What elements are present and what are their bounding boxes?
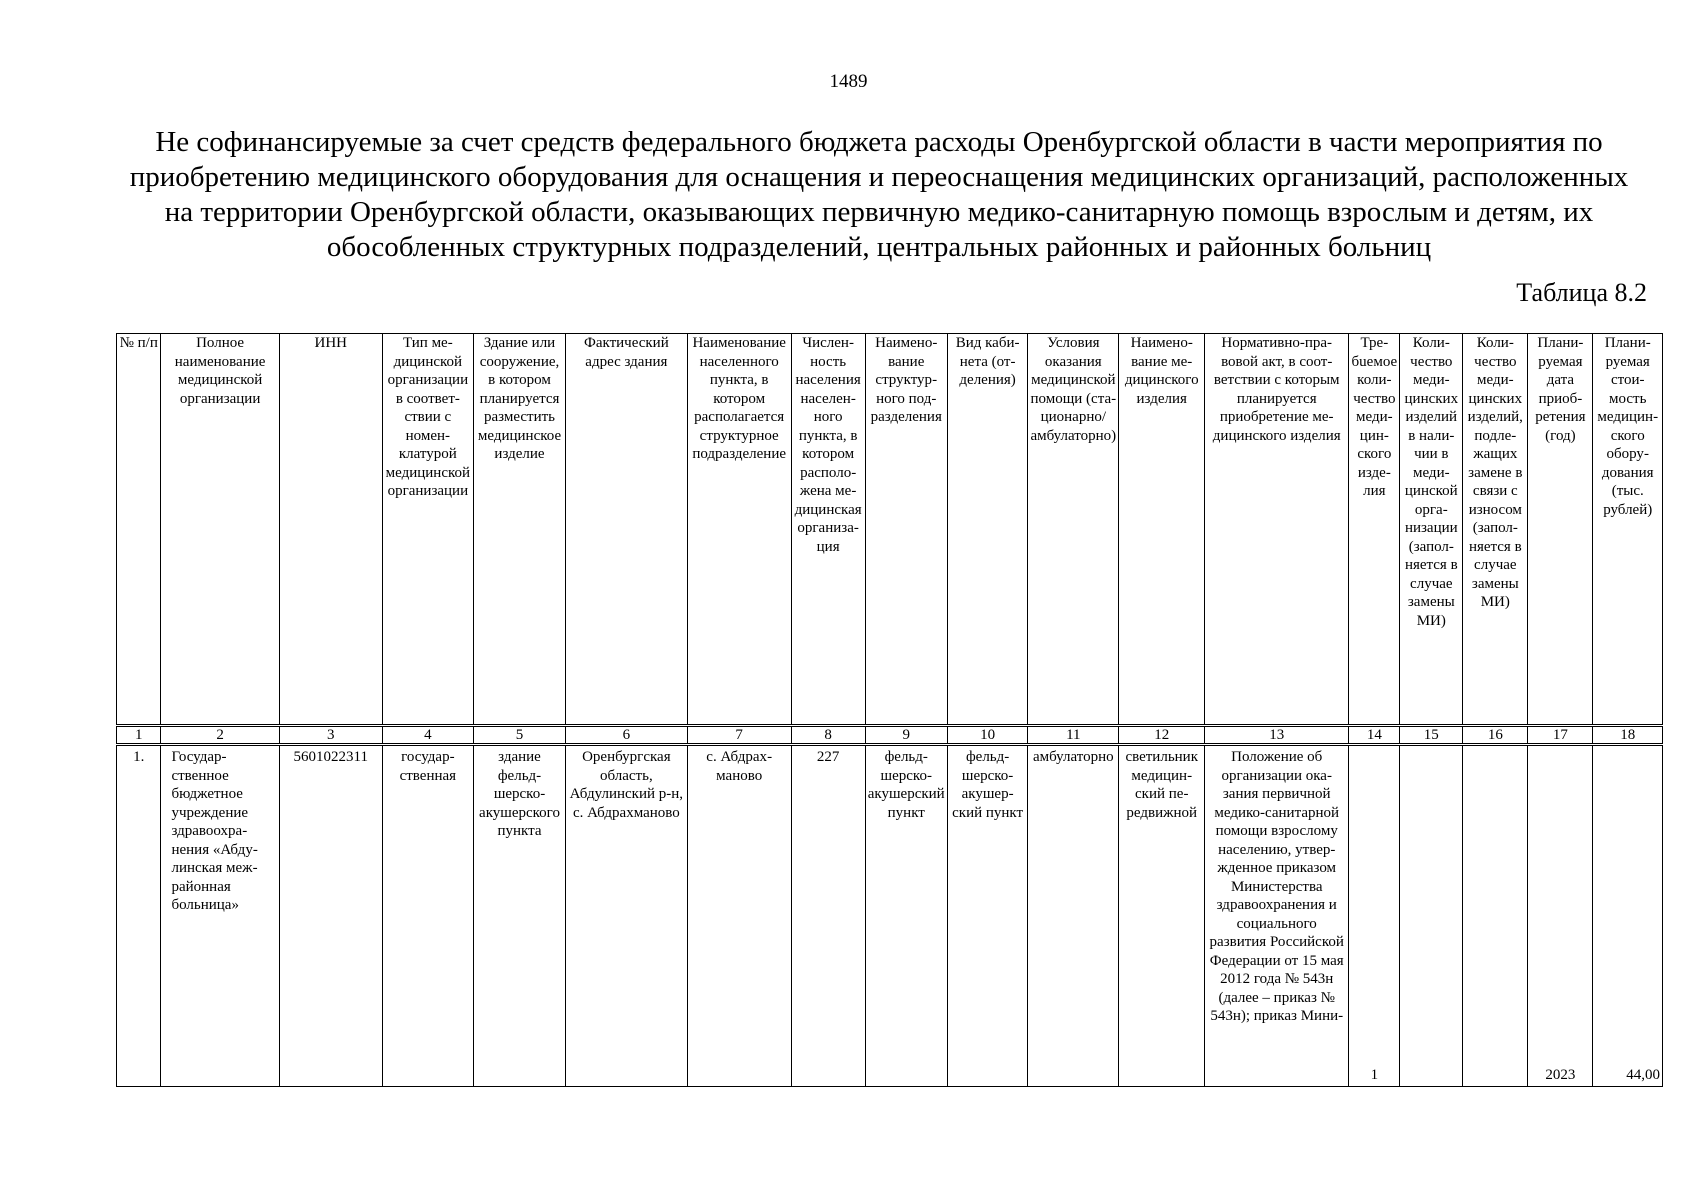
column-number-row xyxy=(117,726,1663,745)
document-title: Не софинансируемые за счет средств федерального бюджета расходы Оренбургской области в части мероприятия по приобретению медицинского оборудования для оснащения и переоснащения медицинских организаций, расположенных на территории Оренбургской области, оказывающих первичную медико-санитарную помощь взрослым и детям, их обособленных структурных подразделений, центральных районных и районных больниц xyxy=(129,126,1629,263)
conditions-cell: амбулаторно xyxy=(1028,745,1119,1087)
legal-act-cell: Положение об организации оказания первичной медико-санитарной помощи взрослому населению, утвержденное приказом Министерства здравоохранения и социального развития Российской Федерации от 15 мая 2012 года № 543н (далее – приказ № 543н); приказ Мини- xyxy=(1205,745,1349,1087)
column-header: Условия оказания медицинской помощи (стационарно/амбулаторно) xyxy=(1028,334,1119,726)
column-number: 4 xyxy=(382,726,473,745)
cabinet-cell: фельдшерско-акушерский пункт xyxy=(947,745,1027,1087)
page-number: 1489 xyxy=(829,71,868,92)
column-number: 3 xyxy=(279,726,382,745)
column-header: Наименование структурного подразделения xyxy=(865,334,947,726)
available-qty-cell xyxy=(1400,745,1463,1087)
inn-cell: 5601022311 xyxy=(279,745,382,1087)
column-header: № п/п xyxy=(117,334,161,726)
column-number: 10 xyxy=(947,726,1027,745)
locality-cell: с. Абдрахманово xyxy=(687,745,791,1087)
column-number: 1 xyxy=(117,726,161,745)
unit-name-cell: фельдшерско-акушерский пункт xyxy=(865,745,947,1087)
equipment-table xyxy=(116,333,1663,1087)
column-number: 13 xyxy=(1205,726,1349,745)
column-header: Количество медицинских изделий в наличии в медицинской организации (заполняется в случае замены МИ) xyxy=(1400,334,1463,726)
column-header: Численность населения населенного пункта, в котором расположена медицинская организация xyxy=(791,334,865,726)
column-number: 17 xyxy=(1528,726,1593,745)
building-cell: здание фельдшерско-акушерского пункта xyxy=(473,745,565,1087)
column-header: Планируемая дата приобретения (год) xyxy=(1528,334,1593,726)
replace-qty-cell xyxy=(1463,745,1528,1087)
column-header: Тип медицинской организации в соответствии с номенклатурой медицинской организации xyxy=(382,334,473,726)
column-header: Планируемая стоимость медицинского оборудования (тыс. рублей) xyxy=(1593,334,1663,726)
column-header: Количество медицинских изделий, подлежащих замене в связи с износом (заполняется в случае замены МИ) xyxy=(1463,334,1528,726)
column-number: 18 xyxy=(1593,726,1663,745)
column-number: 9 xyxy=(865,726,947,745)
column-header: Фактический адрес здания xyxy=(566,334,688,726)
table-label: Таблица 8.2 xyxy=(1516,278,1647,307)
table-header-row xyxy=(117,334,1663,726)
column-header: Вид кабинета (отделения) xyxy=(947,334,1027,726)
year-cell: 2023 xyxy=(1528,745,1593,1087)
table-row xyxy=(117,745,1663,1087)
address-cell: Оренбургская область, Абдулинский р-н, с. Абдрахманово xyxy=(566,745,688,1087)
column-header: Наименование населенного пункта, в котором располагается структурное подразделение xyxy=(687,334,791,726)
column-header: ИНН xyxy=(279,334,382,726)
device-cell: светильник медицинский передвижной xyxy=(1119,745,1205,1087)
column-number: 16 xyxy=(1463,726,1528,745)
column-number: 11 xyxy=(1028,726,1119,745)
column-number: 14 xyxy=(1349,726,1400,745)
org-name-cell: Государственное бюджетное учреждение здравоохранения «Абдулинская межрайонная больница» xyxy=(161,745,279,1087)
cost-cell: 44,00 xyxy=(1593,745,1663,1087)
org-type-cell: государственная xyxy=(382,745,473,1087)
required-qty-cell: 1 xyxy=(1349,745,1400,1087)
column-number: 7 xyxy=(687,726,791,745)
column-number: 15 xyxy=(1400,726,1463,745)
population-cell: 227 xyxy=(791,745,865,1087)
column-number: 6 xyxy=(566,726,688,745)
row-number: 1. xyxy=(117,745,161,1087)
column-header: Наименование медицинского изделия xyxy=(1119,334,1205,726)
column-number: 12 xyxy=(1119,726,1205,745)
column-number: 5 xyxy=(473,726,565,745)
column-header: Здание или сооружение, в котором планируется разместить медицинское изделие xyxy=(473,334,565,726)
column-number: 8 xyxy=(791,726,865,745)
column-header: Требueмое количество медицинского изделия xyxy=(1349,334,1400,726)
column-header: Нормативно-правовой акт, в соответствии с которым планируется приобретение медицинского изделия xyxy=(1205,334,1349,726)
column-number: 2 xyxy=(161,726,279,745)
column-header: Полное наименование медицинской организации xyxy=(161,334,279,726)
